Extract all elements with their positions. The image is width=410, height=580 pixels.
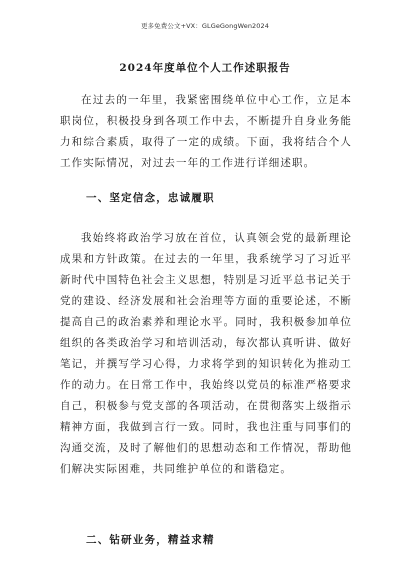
header-note: 更多免费公文+VX：GLGeGongWen2024 [140, 22, 269, 30]
document-title: 2024年度单位个人工作述职报告 [119, 62, 291, 74]
section-heading-1: 一、坚定信念，忠诚履职 [86, 192, 215, 204]
section-body-1: 我始终将政治学习放在首位，认真领会党的最新理论成果和方针政策。在过去的一年里，我系统学习了习近平新时代中国特色社会主义思想，特别是习近平总书记关于党的建设、经济发展和社会治理等方面的重要论述，不断提高自己的政治素养和理论水平。同时，我积极参加单位组织的各类政治学习和培训活动，每次都认真听讲、做好笔记，并撰写学习心得，力求将学到的知识转化为推动工作的动力。在日常工作中，我始终以党员的标准严格要求自己，积极参与党支部的各项活动，在贯彻落实上级指示精神方面，我做到言行一致。同时，我也注重与同事们的沟通交流，及时了解他们的思想动态和工作情况，帮助他们解决实际困难，共同维护单位的和谐稳定。 [60, 232, 352, 475]
section-heading-2: 二、钻研业务，精益求精 [86, 534, 215, 546]
intro-paragraph: 在过去的一年里，我紧密围绕单位中心工作，立足本职岗位，积极投身到各项工作中去，不断提升自身业务能力和综合素质，取得了一定的成绩。下面，我将结合个人工作实际情况，对过去一年的工作进行详细述职。 [60, 94, 352, 169]
